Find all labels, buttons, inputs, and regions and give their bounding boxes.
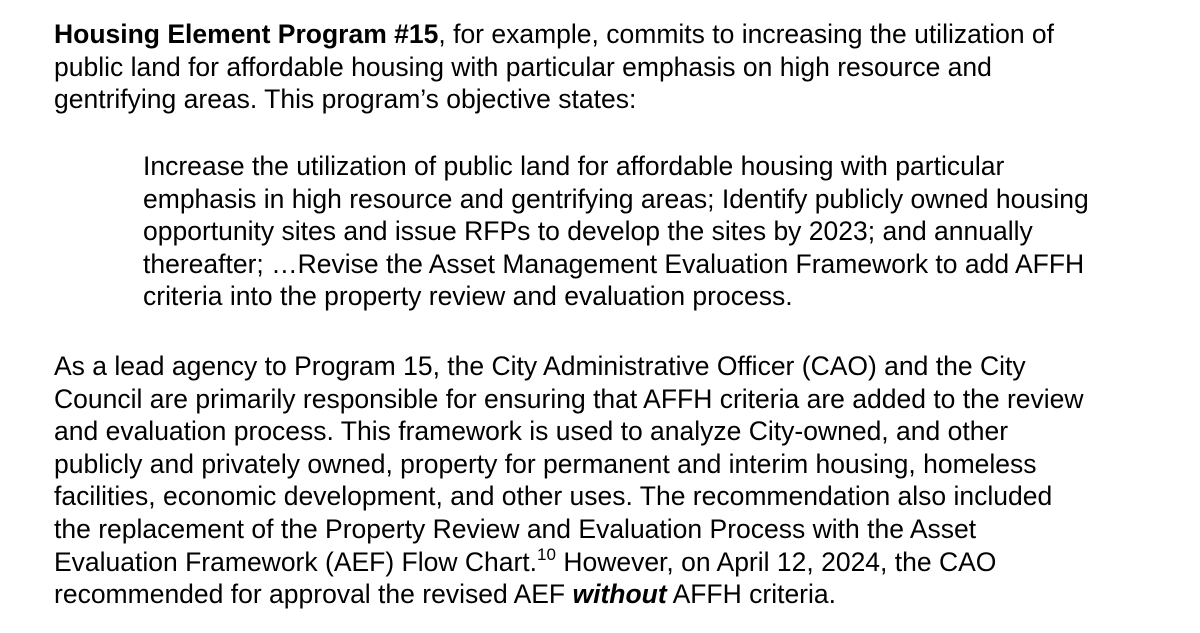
intro-paragraph xyxy=(54,18,1194,116)
body-line-8-start: recommended for approval the revised AEF xyxy=(54,579,573,610)
emphasis-without: without xyxy=(572,579,667,610)
body-line-8-end: AFFH criteria. xyxy=(666,579,836,610)
intro-line-3: gentrifying areas. This program’s objective states: xyxy=(54,84,637,115)
body-line-6: the replacement of the Property Review and Evaluation Process with the Asset xyxy=(54,513,977,544)
body-line-7 xyxy=(54,546,1194,579)
body-line-1: As a lead agency to Program 15, the City Administrative Officer (CAO) and the City xyxy=(54,351,1026,381)
objective-block-quote xyxy=(143,150,1193,313)
body-line-2: Council are primarily responsible for ensuring that AFFH criteria are added to the review xyxy=(54,383,1084,414)
quote-line-4: thereafter; …Revise the Asset Management Evaluation Framework to add AFFH xyxy=(143,248,1085,279)
quote-line-5: criteria into the property review and evaluation process. xyxy=(143,281,793,312)
quote-line-3: opportunity sites and issue RFPs to develop the sites by 2023; and annually xyxy=(143,216,1033,247)
body-line-4: publicly and privately owned, property for permanent and interim housing, homeless xyxy=(54,448,1037,479)
intro-line-2: public land for affordable housing with particular emphasis on high resource and xyxy=(54,51,992,82)
body-line-3: and evaluation process. This framework is used to analyze City-owned, and other xyxy=(54,416,1009,447)
quote-line-1: Increase the utilization of public land for affordable housing with particular xyxy=(143,151,1005,181)
quote-line-2: emphasis in high resource and gentrifying areas; Identify publicly owned housing xyxy=(143,183,1089,214)
body-line-5: facilities, economic development, and other uses. The recommendation also included xyxy=(54,481,1053,512)
lead-agency-paragraph xyxy=(54,350,1194,611)
body-line-8 xyxy=(54,578,1194,611)
body-line-7-end: However, on April 12, 2024, the CAO xyxy=(555,546,997,577)
program-name-bold: Housing Element Program #15 xyxy=(54,19,439,49)
footnote-reference: 10 xyxy=(537,544,556,564)
intro-line-1 xyxy=(54,18,1194,51)
body-line-7-start: Evaluation Framework (AEF) Flow Chart. xyxy=(54,546,538,577)
intro-line-1-text: , for example, commits to increasing the utilization of xyxy=(438,19,1055,49)
